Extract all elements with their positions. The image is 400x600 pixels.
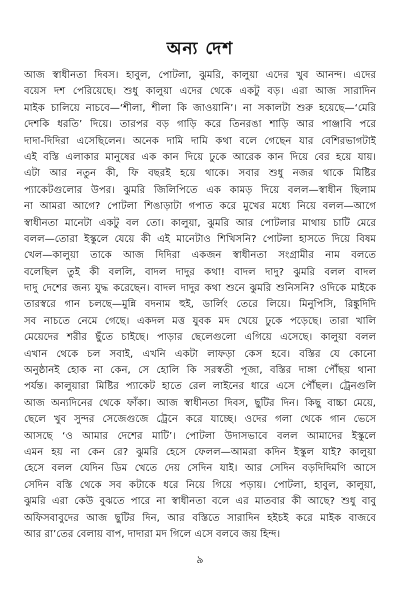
text-line: খেল—কালুয়া তাকে আজ দিদিরা একজন স্বাধীনতা সংগ্রামীর নাম বলতে (24, 250, 376, 262)
text-line: সেদিন বস্তি থেকে সব কটাকে ধরে নিয়ে গিয়ে পড়ায়। পোটলা, হাবুল, কালুয়া, (24, 479, 376, 491)
text-line: প্যাকেটগুলোর উপর। ঝুমরি জিলিপিতে এক কামড় দিয়ে বলল—স্বাধীন ছিলাম (24, 184, 376, 196)
text-line: দাদু দেশের জন্য যুদ্ধ করেছেন। বাদল দাদুর কথা শুনে ঝুমরি শুনিসনি? ওদিকে মাইকে (24, 283, 376, 295)
text-line: বলল—তোরা ইস্কুলে যেয়ে কী এই মানেটাও শিখিসনি? পোটলা হাসতে দিয়ে বিষম (24, 233, 376, 245)
text-line: দাদা-দিদিরা এসেছিলেন। অনেক দামি দামি কথা বলে গেছেন যার বেশিরভাগটাই (24, 135, 376, 147)
text-line: ঝুমরি এরা কেউ বুঝতে পারে না স্বাধীনতা বলে এর মাতবার কী আছে? শুধু বাবু (24, 496, 376, 508)
text-line: বলেছিল তুই কী বললি, বাদল দাদুর কথা! বাদল দাদু? ঝুমরি বলল বাদল (24, 266, 376, 278)
text-line: আর রা’তের বেলায় বাপ, দাদারা মদ গিলে এসে বলবে জয় হিন্দ। (24, 528, 281, 540)
text-line: হেসে বলল যেদিন ডিম খেতে দেয় সেদিন যাই। আর সেদিন বড়দিদিমণি আসে (24, 463, 376, 475)
text-line: দেশকি ধরতি’ দিয়ে। তারপর বড় গাড়ি করে তিনরঙা শাড়ি আর পাঞ্জাবি পরে (24, 119, 376, 131)
text-line: সব নাচতে নেমে গেছে। একদল মত্ত যুবক মদ খেয়ে ঢুকে পড়েছে। তারা খালি (24, 315, 376, 327)
text-line: আজ অন্যদিনের থেকে ফাঁকা। আজ স্বাধীনতা দিবস, ছুটির দিন। কিছু বাচ্চা মেয়ে, (24, 397, 376, 409)
text-line: স্বাধীনতা মানেটা একটু বল তো। কালুয়া, ঝুমরি আর পোটলার মাথায় চাটি মেরে (24, 217, 376, 229)
body-text (24, 68, 376, 543)
text-line: এই বস্তি এলাকার মানুষের এক কান দিয়ে ঢুকে আরেক কান দিয়ে বের হয়ে যায়। (24, 151, 376, 163)
text-line: তারস্বরে গান চলছে—মুন্নি বদনাম হুই, ডার্লিং তেরে লিয়ে। মিনুপিসি, রিঙ্কুদিদি (24, 299, 376, 311)
text-line: পর্যন্ত। কালুয়ারা মিষ্টির প্যাকেট হাতে রেল লাইনের ধারে এসে পৌঁছল। ট্রেনগুলি (24, 381, 376, 393)
text-line: এমন হয় না কেন রে? ঝুমরি হেসে ফেলল—আমরা কদিন ইস্কুল যাই? কালুয়া (24, 446, 376, 458)
text-line: আসছে ‘ও আমার দেশের মাটি’। পোটলা উদাসভাবে বলল আমাদের ইস্কুলে (24, 430, 376, 442)
text-line: না আমরা আগে? পোটলা শিঙাড়াটা গপাত করে মুখের মধ্যে নিয়ে বলল—আগে (24, 201, 376, 213)
text-line: মেয়েদের শরীর ছুঁতে চাইছে। পাড়ার ছেলেগুলো এগিয়ে এসেছে। কালুয়া বলল (24, 332, 376, 344)
text-line: আজ স্বাধীনতা দিবস। হাবুল, পোটলা, ঝুমরি, কালুয়া এদের খুব আনন্দ। এদের (24, 70, 376, 81)
text-line: বয়েস দশ পেরিয়েছে। শুধু কালুয়া এদের থেকে একটু বড়। এরা আজ সারাদিন (24, 86, 376, 98)
text-line: অফিসবাবুদের আজ ছুটির দিন, আর বস্তিতে সারাদিন হইচই করে মাইক বাজবে (24, 512, 376, 524)
text-line: এটা আর নতুন কী, ফি বছরই হয়ে থাকে। সবার শুধু নজর থাকে মিষ্টির (24, 168, 376, 180)
page-number: ৯ (196, 553, 204, 566)
text-line: অনুষ্ঠানই হোক না কেন, সে হোলি কি সরস্বতী পূজা, বস্তির দাঙ্গা পৌঁছয় থানা (24, 365, 376, 377)
text-line: ছেলে খুব সুন্দর সেজেগুজে ট্রেনে করে যাচ্ছে। ওদের গলা থেকে গান ভেসে (24, 414, 376, 426)
page-title: অন্য দেশ (166, 39, 234, 59)
text-line: মাইক চালিয়ে নাচবে—‘শীলা, শীলা কি জাওয়ানি’। না সকালটা শুরু হয়েছে—‘মেরি (24, 102, 376, 114)
text-line: এখান থেকে চল সবাই, এখনি একটা লাফড়া কেস হবে। বস্তির যে কোনো (24, 348, 376, 360)
